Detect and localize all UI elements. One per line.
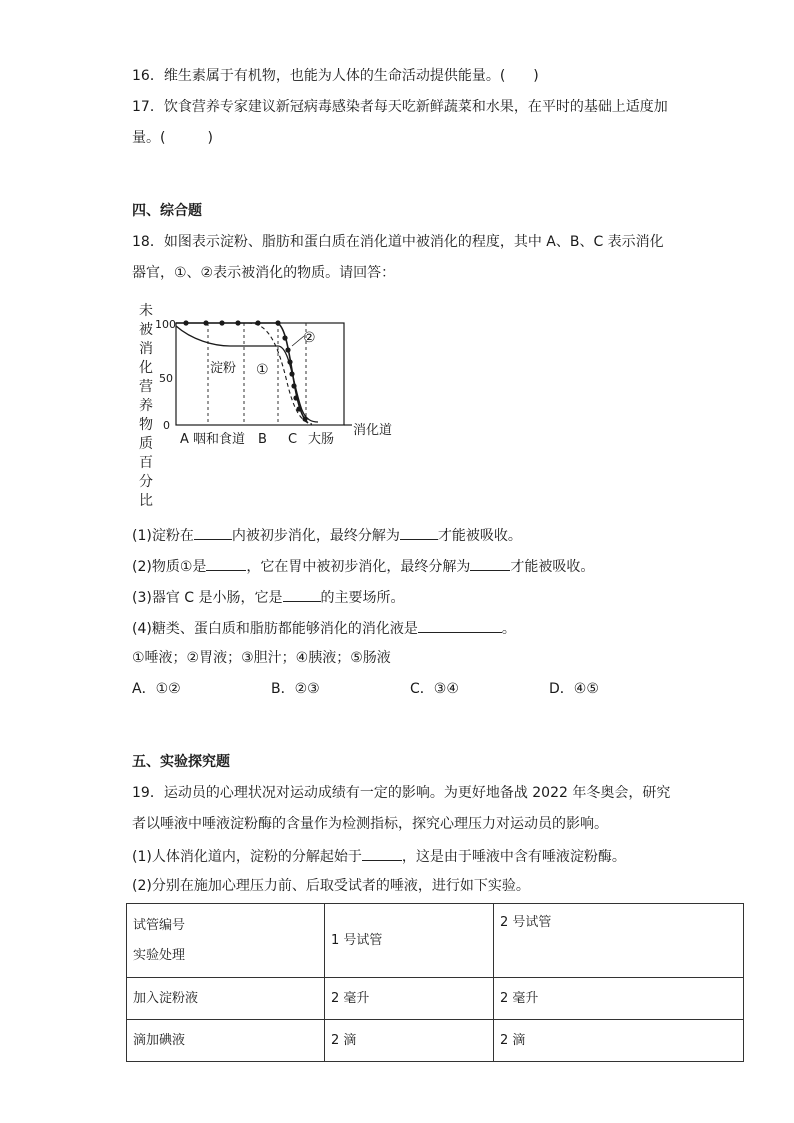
y-ticks [155,318,176,432]
header-label-line-1: 试管编号 [133,917,186,933]
q18-4-text-a: (4)糖类、蛋白质和脂肪都能够消化的消化液是 [132,621,418,637]
marker [282,335,287,340]
row-cell-tube-2: 2 毫升 [494,978,744,1020]
question-18-line-2: 器官，①、②表示被消化的物质。请回答： [132,265,396,281]
row-label: 加入淀粉液 [127,978,325,1020]
question-18-line-1: 18．如图表示淀粉、脂肪和蛋白质在消化道中被消化的程度，其中 A、B、C 表示消化 [132,234,664,250]
question-18-part-1 [132,524,522,546]
answer-blank[interactable] [362,845,402,861]
series-label-starch: 淀粉 [210,361,237,376]
q18-3-text-a: (3)器官 C 是小肠，它是 [132,590,283,606]
y-axis-label-char: 物 [139,417,153,433]
question-17-line-1: 17．饮食营养专家建议新冠病毒感染者每天吃新鲜蔬菜和水果，在平时的基础上适度加 [132,99,668,115]
choice-d[interactable]: D．④⑤ [549,681,599,697]
answer-blank[interactable] [194,524,232,540]
marker [275,320,280,325]
question-19-line-1: 19．运动员的心理状况对运动成绩有一定的影响。为更好地备战 2022 年冬奥会，研究 [132,785,671,801]
q18-4-text-b: 。 [501,621,516,637]
q18-1-text-b: 内被初步消化，最终分解为 [231,528,400,544]
question-16: 16．维生素属于有机物，也能为人体的生命活动提供能量。( ) [132,68,539,84]
choice-c[interactable]: C．③④ [410,681,459,697]
q18-1-text-a: (1)淀粉在 [132,528,194,544]
answer-blank[interactable] [283,586,321,602]
marker [302,416,307,421]
question-19-line-2: 者以唾液中唾液淀粉酶的含量作为检测指标，探究心理压力对运动员的影响。 [132,816,608,832]
marker [296,406,301,411]
marker [183,320,188,325]
series-label-2: ② [303,330,316,346]
section-4-title: 四、综合题 [132,203,202,219]
y-axis-label-char: 比 [139,493,153,509]
table-row [127,978,744,1020]
y-tick-50: 50 [159,372,173,385]
marker [219,320,224,325]
region-label-c: C [288,432,298,447]
y-axis-label-char: 化 [139,360,153,376]
curve-2-markers [183,320,307,421]
x-axis-label: 消化道 [353,423,393,438]
y-axis-label-char: 未 [139,303,153,319]
header-label-line-2: 实验处理 [133,947,186,963]
choice-b[interactable]: B．②③ [271,681,320,697]
y-axis-label-char: 养 [139,398,153,414]
question-19-part-2: (2)分别在施加心理压力前、后取受试者的唾液，进行如下实验。 [132,878,530,894]
question-18-part-4 [132,617,516,639]
y-axis-label-char: 营 [139,379,153,395]
section-5-title: 五、实验探究题 [132,754,230,770]
header-cell-label [127,904,325,978]
answer-blank[interactable] [470,555,510,571]
y-axis-label-char: 质 [139,436,153,452]
answer-blank[interactable] [400,524,438,540]
question-19-part-1 [132,845,626,867]
marker [293,395,298,400]
header-cell-tube-1: 1 号试管 [325,904,494,978]
row-cell-tube-1: 2 毫升 [325,978,494,1020]
q18-2-text-a: (2)物质①是 [132,559,207,575]
y-axis-label-char: 百 [139,455,153,471]
experiment-table [126,903,744,1062]
y-axis-label [139,302,153,509]
table-row [127,1020,744,1062]
row-cell-tube-1: 2 滴 [325,1020,494,1062]
q19-1-text-a: (1)人体消化道内，淀粉的分解起始于 [132,849,362,865]
y-tick-0: 0 [163,419,170,432]
question-17-line-2: 量。( ) [132,130,213,146]
q18-2-text-b: ，它在胃中被初步消化，最终分解为 [246,559,471,575]
region-label-a: A 咽和食道 [180,432,246,447]
table-header-row [127,904,744,978]
row-cell-tube-2: 2 滴 [494,1020,744,1062]
marker [291,383,296,388]
header-cell-tube-2: 2 号试管 [494,904,744,978]
question-18-options: ①唾液；②胃液；③胆汁；④胰液；⑤肠液 [132,650,391,666]
q18-3-text-b: 的主要场所。 [320,590,405,606]
curve-starch [176,326,318,422]
answer-blank[interactable] [418,617,502,633]
y-axis-label-char: 分 [139,474,153,490]
marker [255,320,260,325]
marker [285,347,290,352]
row-label: 滴加碘液 [127,1020,325,1062]
question-18-part-3 [132,586,405,608]
marker [203,320,208,325]
marker [235,320,240,325]
answer-blank[interactable] [206,555,246,571]
digestion-chart [130,298,410,510]
q18-1-text-c: 才能被吸收。 [437,528,522,544]
choice-a[interactable]: A．①② [132,681,181,697]
q18-2-text-c: 才能被吸收。 [510,559,595,575]
region-label-large-intestine: 大肠 [308,432,335,447]
series-label-1: ① [256,362,269,378]
y-axis-label-char: 被 [139,322,153,338]
y-axis-label-char: 消 [139,341,153,357]
marker [289,371,294,376]
region-label-b: B [258,432,267,447]
y-tick-100: 100 [155,318,176,331]
marker [287,359,292,364]
q19-1-text-b: ，这是由于唾液中含有唾液淀粉酶。 [401,849,626,865]
question-18-part-2 [132,555,594,577]
